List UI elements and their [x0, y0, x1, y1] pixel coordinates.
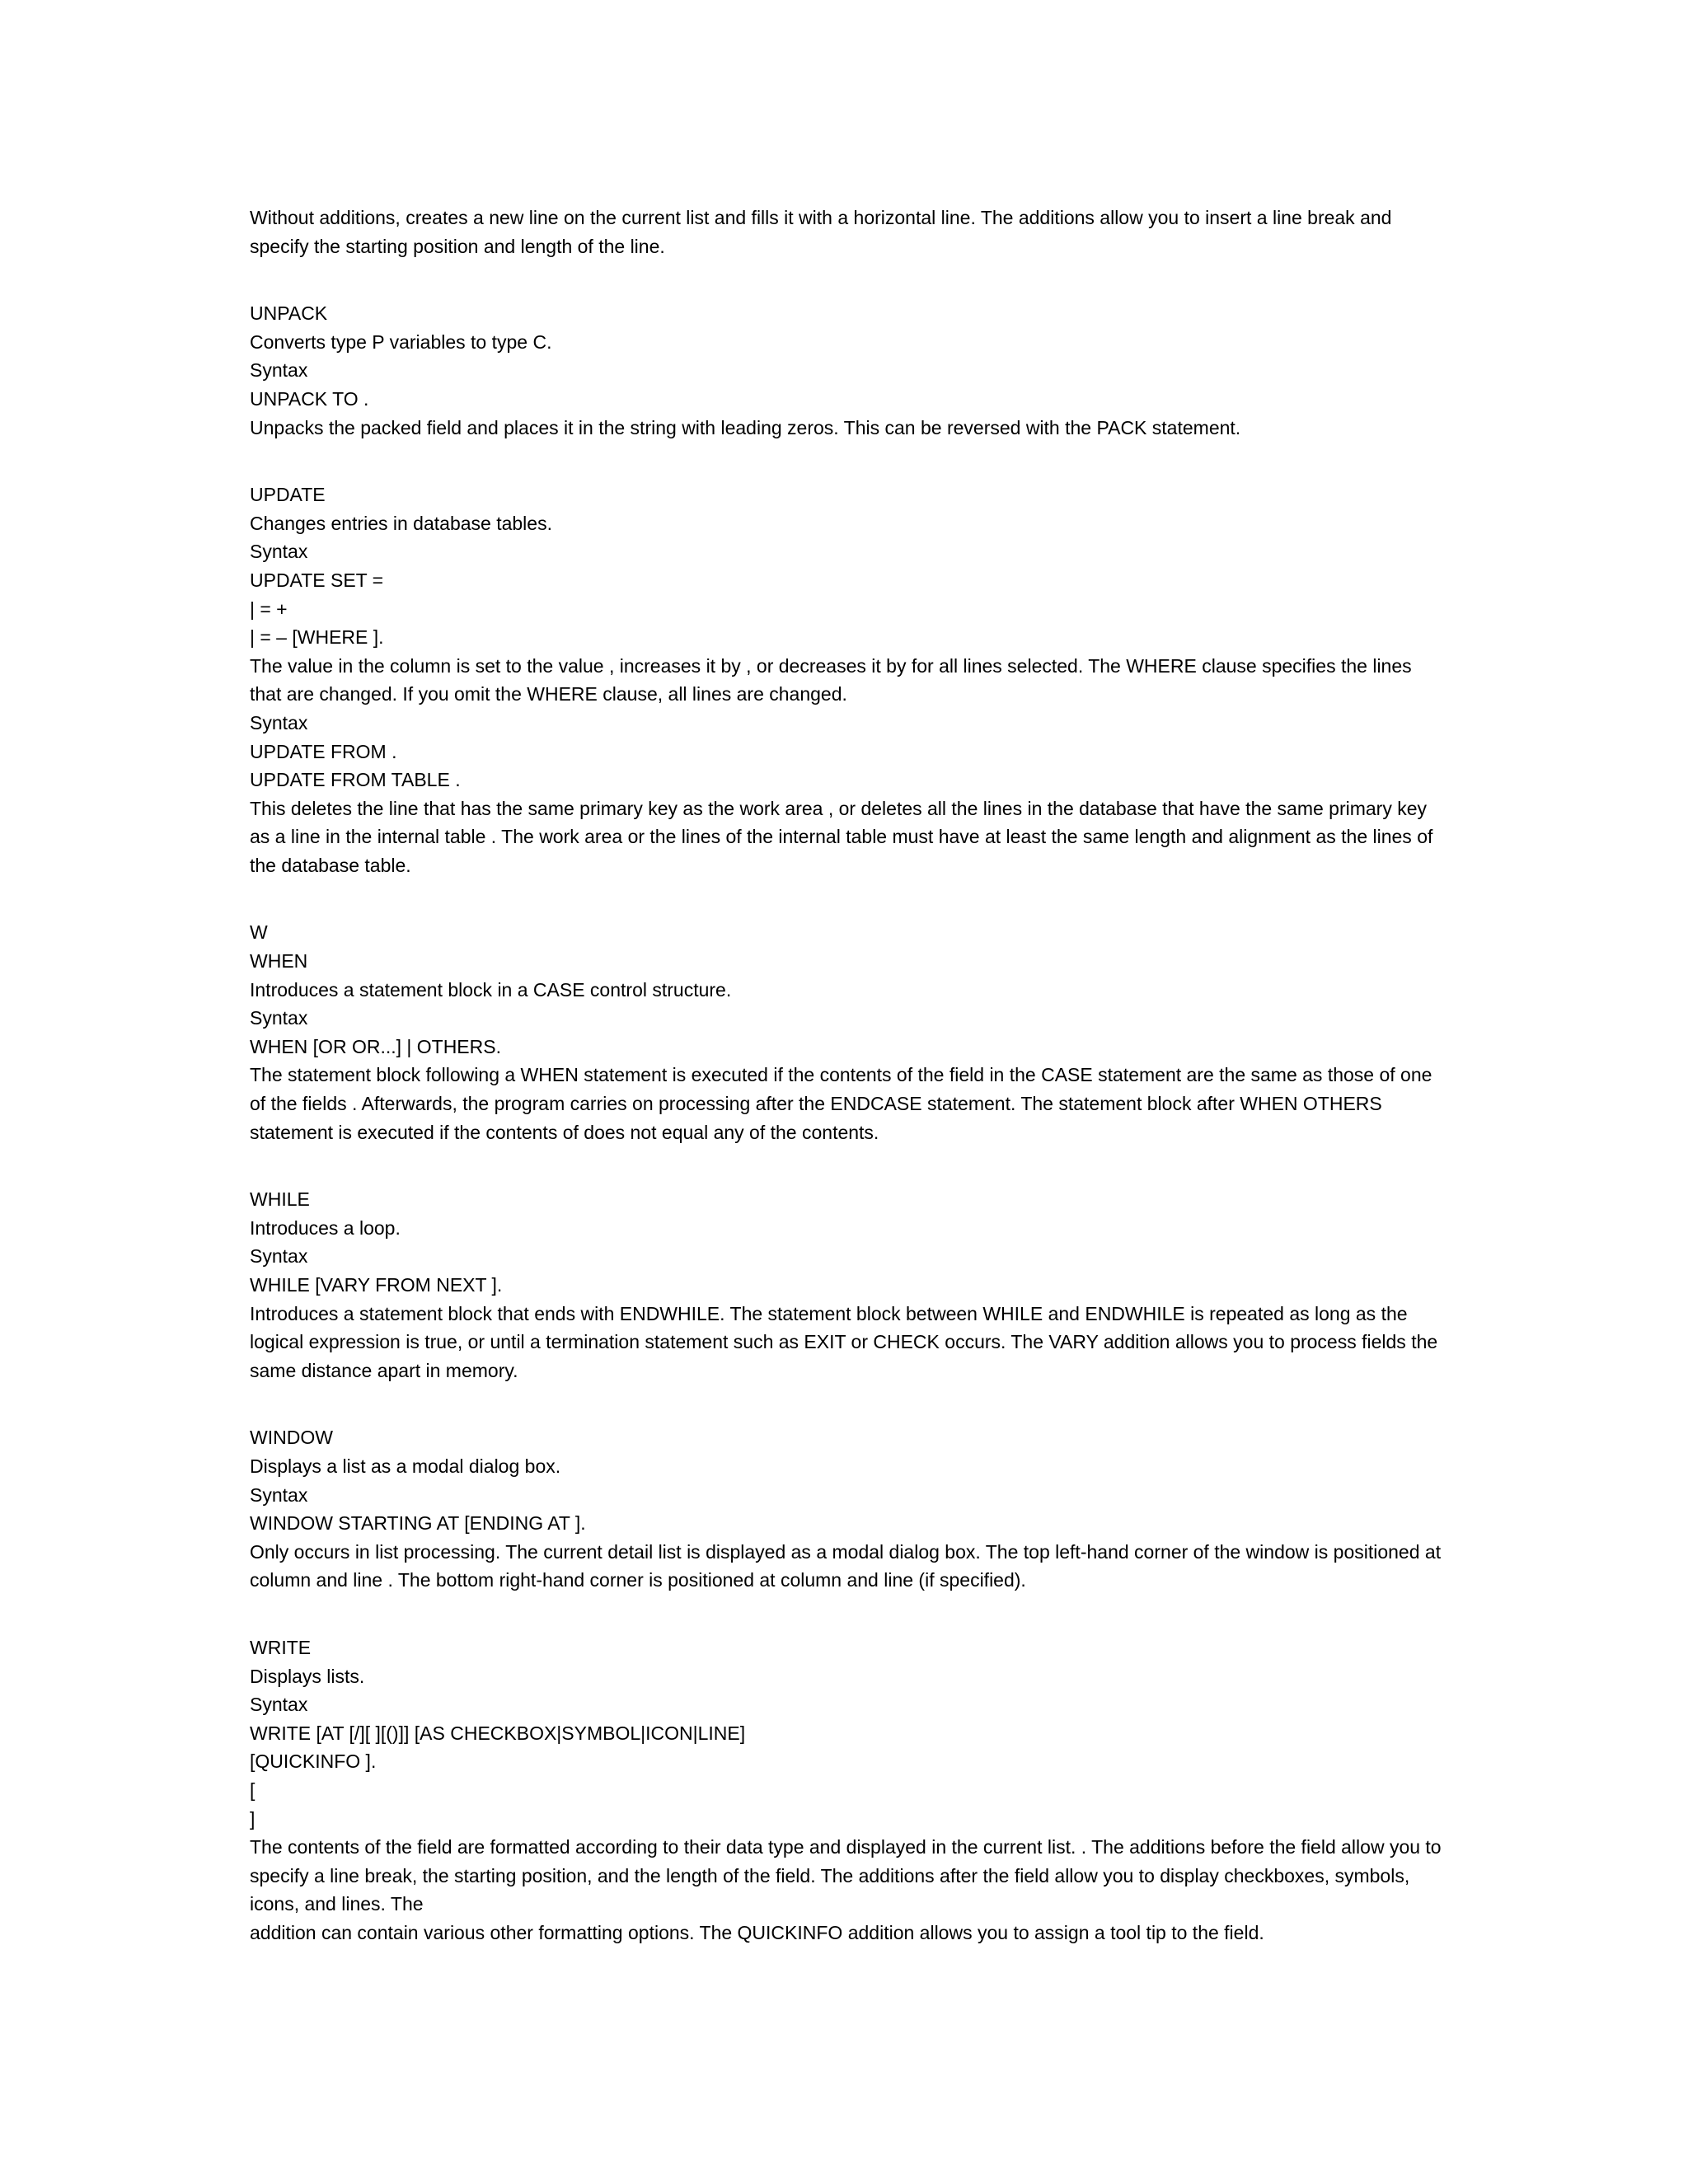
syntax-line: [QUICKINFO ]. — [250, 1750, 377, 1773]
while-entry — [250, 1185, 1445, 1385]
keyword-description: The value in the column is set to the value , increases it by , or decreases it by for all lines selected. The WHERE clause specifies the lines that are changed. If you omit the WHERE clause, all lines are changed. — [250, 654, 1412, 705]
keyword-summary: Displays lists. — [250, 1665, 365, 1687]
keyword-summary: Displays a list as a modal dialog box. — [250, 1455, 561, 1477]
syntax-label: Syntax — [250, 359, 308, 382]
syntax-label: Syntax — [250, 1007, 308, 1029]
window-entry — [250, 1423, 1445, 1595]
syntax-line: UPDATE FROM . — [250, 740, 397, 762]
syntax-line: | = – [WHERE ]. — [250, 626, 384, 649]
syntax-line: UNPACK TO . — [250, 387, 369, 410]
keyword-heading: UNPACK — [250, 302, 328, 325]
keyword-description: Introduces a statement block that ends with ENDWHILE. The statement block between WHILE and ENDWHILE is repeated as long as the logical expression is true, or until a termination statement such as EXIT or CHECK occurs. The VARY addition allows you to process fields the same distance apart in memory. — [250, 1302, 1438, 1381]
syntax-line: WHILE [VARY FROM NEXT ]. — [250, 1274, 503, 1296]
update-entry — [250, 480, 1445, 879]
syntax-line: ] — [250, 1807, 256, 1830]
keyword-heading: WHILE — [250, 1188, 310, 1211]
syntax-label: Syntax — [250, 541, 308, 563]
syntax-line: WINDOW STARTING AT [ENDING AT ]. — [250, 1512, 586, 1535]
syntax-line: | = + — [250, 598, 288, 620]
document-page — [250, 204, 1445, 1985]
keyword-description: Unpacks the packed field and places it in the string with leading zeros. This can be reversed with the PACK statement. — [250, 416, 1241, 438]
uline-description-block — [250, 204, 1445, 260]
keyword-description: Only occurs in list processing. The current detail list is displayed as a modal dialog box. The top left-hand corner of the window is positioned at column and line . The bottom right-hand corner is positioned at column and line (if specified). — [250, 1540, 1442, 1591]
keyword-heading: WINDOW — [250, 1427, 333, 1449]
syntax-label: Syntax — [250, 1483, 308, 1506]
keyword-summary: Converts type P variables to type C. — [250, 330, 552, 353]
syntax-line: [ — [250, 1779, 256, 1801]
syntax-label: Syntax — [250, 1245, 308, 1268]
syntax-line: WRITE [AT [/][ ][()]] [AS CHECKBOX|SYMBOL|ICON|LINE] — [250, 1722, 746, 1744]
syntax-label: Syntax — [250, 1694, 308, 1716]
keyword-description: The statement block following a WHEN statement is executed if the contents of the field in the CASE statement are the same as those of one of the fields . Afterwards, the program carries on processing after the ENDCASE statement. The statement block after WHEN OTHERS statement is executed if the contents of does not equal any of the contents. — [250, 1064, 1432, 1143]
keyword-summary: Introduces a statement block in a CASE control structure. — [250, 978, 732, 1001]
section-letter: W — [250, 921, 268, 944]
keyword-description: addition can contain various other formatting options. The QUICKINFO addition allows you to assign a tool tip to the field. — [250, 1921, 1264, 1943]
keyword-summary: Changes entries in database tables. — [250, 512, 552, 534]
keyword-heading: WRITE — [250, 1636, 312, 1658]
keyword-heading: WHEN — [250, 950, 308, 972]
unpack-entry — [250, 299, 1445, 442]
when-entry — [250, 918, 1445, 1146]
keyword-description: This deletes the line that has the same primary key as the work area , or deletes all the lines in the database that have the same primary key as a line in the internal table . The work area or the lines of the internal table must have at least the same length and alignment as the lines of the database table. — [250, 797, 1433, 876]
syntax-line: UPDATE SET = — [250, 569, 384, 591]
keyword-description: The contents of the field are formatted according to their data type and displayed in the current list. . The additions before the field allow you to specify a line break, the starting position, and the length of the field. The additions after the field allow you to display checkboxes, symbols, icons, and lines. The — [250, 1836, 1442, 1915]
paragraph: Without additions, creates a new line on the current list and fills it with a horizontal line. The additions allow you to insert a line break and specify the starting position and length of the line. — [250, 207, 1392, 257]
keyword-summary: Introduces a loop. — [250, 1216, 401, 1239]
syntax-line: UPDATE FROM TABLE . — [250, 769, 461, 791]
syntax-line: WHEN [OR OR...] | OTHERS. — [250, 1035, 501, 1057]
keyword-heading: UPDATE — [250, 484, 326, 506]
syntax-label: Syntax — [250, 711, 308, 733]
write-entry — [250, 1633, 1445, 1947]
